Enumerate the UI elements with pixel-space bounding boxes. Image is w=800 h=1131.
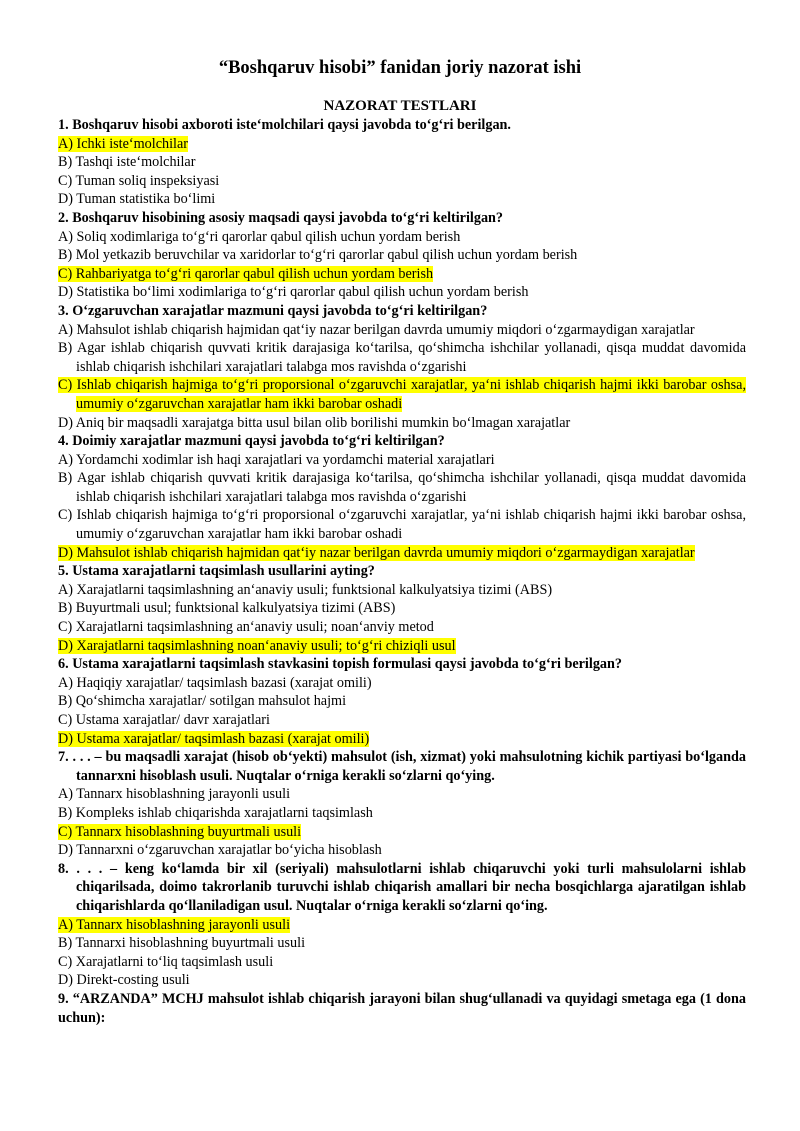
test-questions	[58, 116, 746, 1027]
option: C) Tuman soliq inspeksiyasi	[58, 172, 220, 189]
option: A) Haqiqiy xarajatlar/ taqsimlash bazasi (xarajat omili)	[58, 674, 372, 691]
option	[58, 823, 746, 842]
question-1: 1. Boshqaruv hisobi axboroti iste‘molchilari qaysi javobda to‘g‘ri berilgan.	[58, 117, 511, 133]
correct-answer: A) Ichki iste‘molchilar	[58, 135, 189, 152]
option: B) Agar ishlab chiqarish quvvati kritik darajasiga ko‘tarilsa, qo‘shimcha ishchilar yollanadi, qisqa muddat davomida ishlab chiqarish ishchilari xarajatlari talabga mos ravishda o‘zgarishi	[58, 470, 746, 505]
question-2: 2. Boshqaruv hisobining asosiy maqsadi qaysi javobda to‘g‘ri keltirilgan?	[58, 209, 504, 226]
question-8: 8. . . . – keng ko‘lamda bir xil (seriyali) mahsulotlarni ishlab chiqaruvchi yoki turli mahsulolarni ishlab chiqarilsada, doimo takrorlanib turuvchi ishlab chiqarish amallari bir necha bosqichlarga ajaratilgan ishlab chiqarishlarda qo‘llaniladigan usul. Nuqtalar o‘rniga kerakli so‘zlarni qo‘ing.	[58, 860, 746, 914]
option	[58, 730, 746, 749]
question-5: 5. Ustama xarajatlarni taqsimlash usullarini ayting?	[58, 563, 375, 580]
option: B) Qo‘shimcha xarajatlar/ sotilgan mahsulot hajmi	[58, 693, 347, 710]
option: D) Direkt-costing usuli	[58, 972, 190, 989]
correct-answer: C) Rahbariyatga to‘g‘ri qarorlar qabul qilish uchun yordam berish	[58, 265, 434, 282]
option	[58, 544, 746, 563]
option: C) Xarajatlarni taqsimlashning an‘anaviy usuli; noan‘anviy metod	[58, 619, 434, 636]
option: D) Tuman statistika bo‘limi	[58, 191, 216, 208]
option: B) Agar ishlab chiqarish quvvati kritik darajasiga ko‘tarilsa, qo‘shimcha ishchilar yollanadi, qisqa muddat davomida ishlab chiqarish ishchilari xarajatlari talabga mos ravishda o‘zgarishi	[58, 340, 746, 375]
correct-answer: C) Tannarx hisoblashning buyurtmali usuli	[58, 823, 302, 840]
correct-answer: D) Xarajatlarni taqsimlashning noan‘anaviy usuli; to‘g‘ri chiziqli usul	[58, 637, 456, 654]
option: D) Aniq bir maqsadli xarajatga bitta usul bilan olib borilishi mumkin bo‘lmagan xarajatlar	[58, 414, 571, 431]
option: C) Xarajatlarni to‘liq taqsimlash usuli	[58, 953, 274, 970]
option: A) Yordamchi xodimlar ish haqi xarajatlari va yordamchi material xarajatlari	[58, 451, 495, 468]
option	[58, 265, 746, 284]
correct-answer: D) Ustama xarajatlar/ taqsimlash bazasi (xarajat omili)	[58, 730, 370, 747]
option	[58, 135, 746, 154]
correct-answer: D) Mahsulot ishlab chiqarish hajmidan qat‘iy nazar berilgan davrda umumiy miqdori o‘zgarmaydigan xarajatlar	[58, 544, 695, 561]
option: A) Soliq xodimlariga to‘g‘ri qarorlar qabul qilish uchun yordam berish	[58, 228, 461, 245]
option: B) Buyurtmali usul; funktsional kalkulyatsiya tizimi (ABS)	[58, 600, 396, 617]
option	[58, 916, 746, 935]
option: B) Tashqi iste‘molchilar	[58, 154, 196, 171]
option: B) Mol yetkazib beruvchilar va xaridorlar to‘g‘ri qarorlar qabul qilish uchun yordam berish	[58, 247, 578, 264]
option: B) Kompleks ishlab chiqarishda xarajatlarni taqsimlash	[58, 804, 373, 821]
option: B) Tannarxi hisoblashning buyurtmali usuli	[58, 935, 306, 952]
option: D) Tannarxni o‘zgaruvchan xarajatlar bo‘yicha hisoblash	[58, 842, 382, 859]
option: A) Xarajatlarni taqsimlashning an‘anaviy usuli; funktsional kalkulyatsiya tizimi (ABS)	[58, 581, 553, 598]
option: D) Statistika bo‘limi xodimlariga to‘g‘ri qarorlar qabul qilish uchun yordam berish	[58, 284, 529, 301]
option: A) Mahsulot ishlab chiqarish hajmidan qat‘iy nazar berilgan davrda umumiy miqdori o‘zgarmaydigan xarajatlar	[58, 321, 695, 338]
option	[58, 637, 746, 656]
document-title: “Boshqaruv hisobi” fanidan joriy nazorat ishi	[218, 58, 582, 78]
correct-answer: C) Ishlab chiqarish hajmiga to‘g‘ri proporsional o‘zgaruvchi xarajatlar, ya‘ni ishlab chiqarish hajmi ikki barobar oshsa, umumiy o‘zgaruvchan xarajatlar ham ikki barobar oshadi	[58, 377, 746, 412]
correct-answer: A) Tannarx hisoblashning jarayonli usuli	[58, 916, 291, 933]
section-heading: NAZORAT TESTLARI	[323, 98, 477, 114]
question-3: 3. O‘zgaruvchan xarajatlar mazmuni qaysi javobda to‘g‘ri keltirilgan?	[58, 302, 488, 319]
question-7: 7. . . . – bu maqsadli xarajat (hisob ob‘yekti) mahsulot (ish, xizmat) yoki mahsulotning kichik partiyasi bo‘lganda tannarxni hisoblash usuli. Nuqtalar o‘rniga kerakli so‘zlarni qo‘ying.	[58, 749, 746, 784]
option: C) Ishlab chiqarish hajmiga to‘g‘ri proporsional o‘zgaruvchi xarajatlar, ya‘ni ishlab chiqarish hajmi ikki barobar oshsa, umumiy o‘zgaruvchan xarajatlar ham ikki barobar oshadi	[58, 507, 746, 543]
question-4: 4. Doimiy xarajatlar mazmuni qaysi javobda to‘g‘ri keltirilgan?	[58, 433, 445, 450]
option: A) Tannarx hisoblashning jarayonli usuli	[58, 786, 291, 803]
option: C) Ustama xarajatlar/ davr xarajatlari	[58, 712, 270, 728]
question-9: 9. “ARZANDA” MCHJ mahsulot ishlab chiqarish jarayoni bilan shug‘ullanadi va quyidagi smetaga ega (1 dona uchun):	[58, 990, 746, 1026]
question-6: 6. Ustama xarajatlarni taqsimlash stavkasini topish formulasi qaysi javobda to‘g‘ri berilgan?	[58, 656, 622, 673]
option	[58, 376, 746, 413]
